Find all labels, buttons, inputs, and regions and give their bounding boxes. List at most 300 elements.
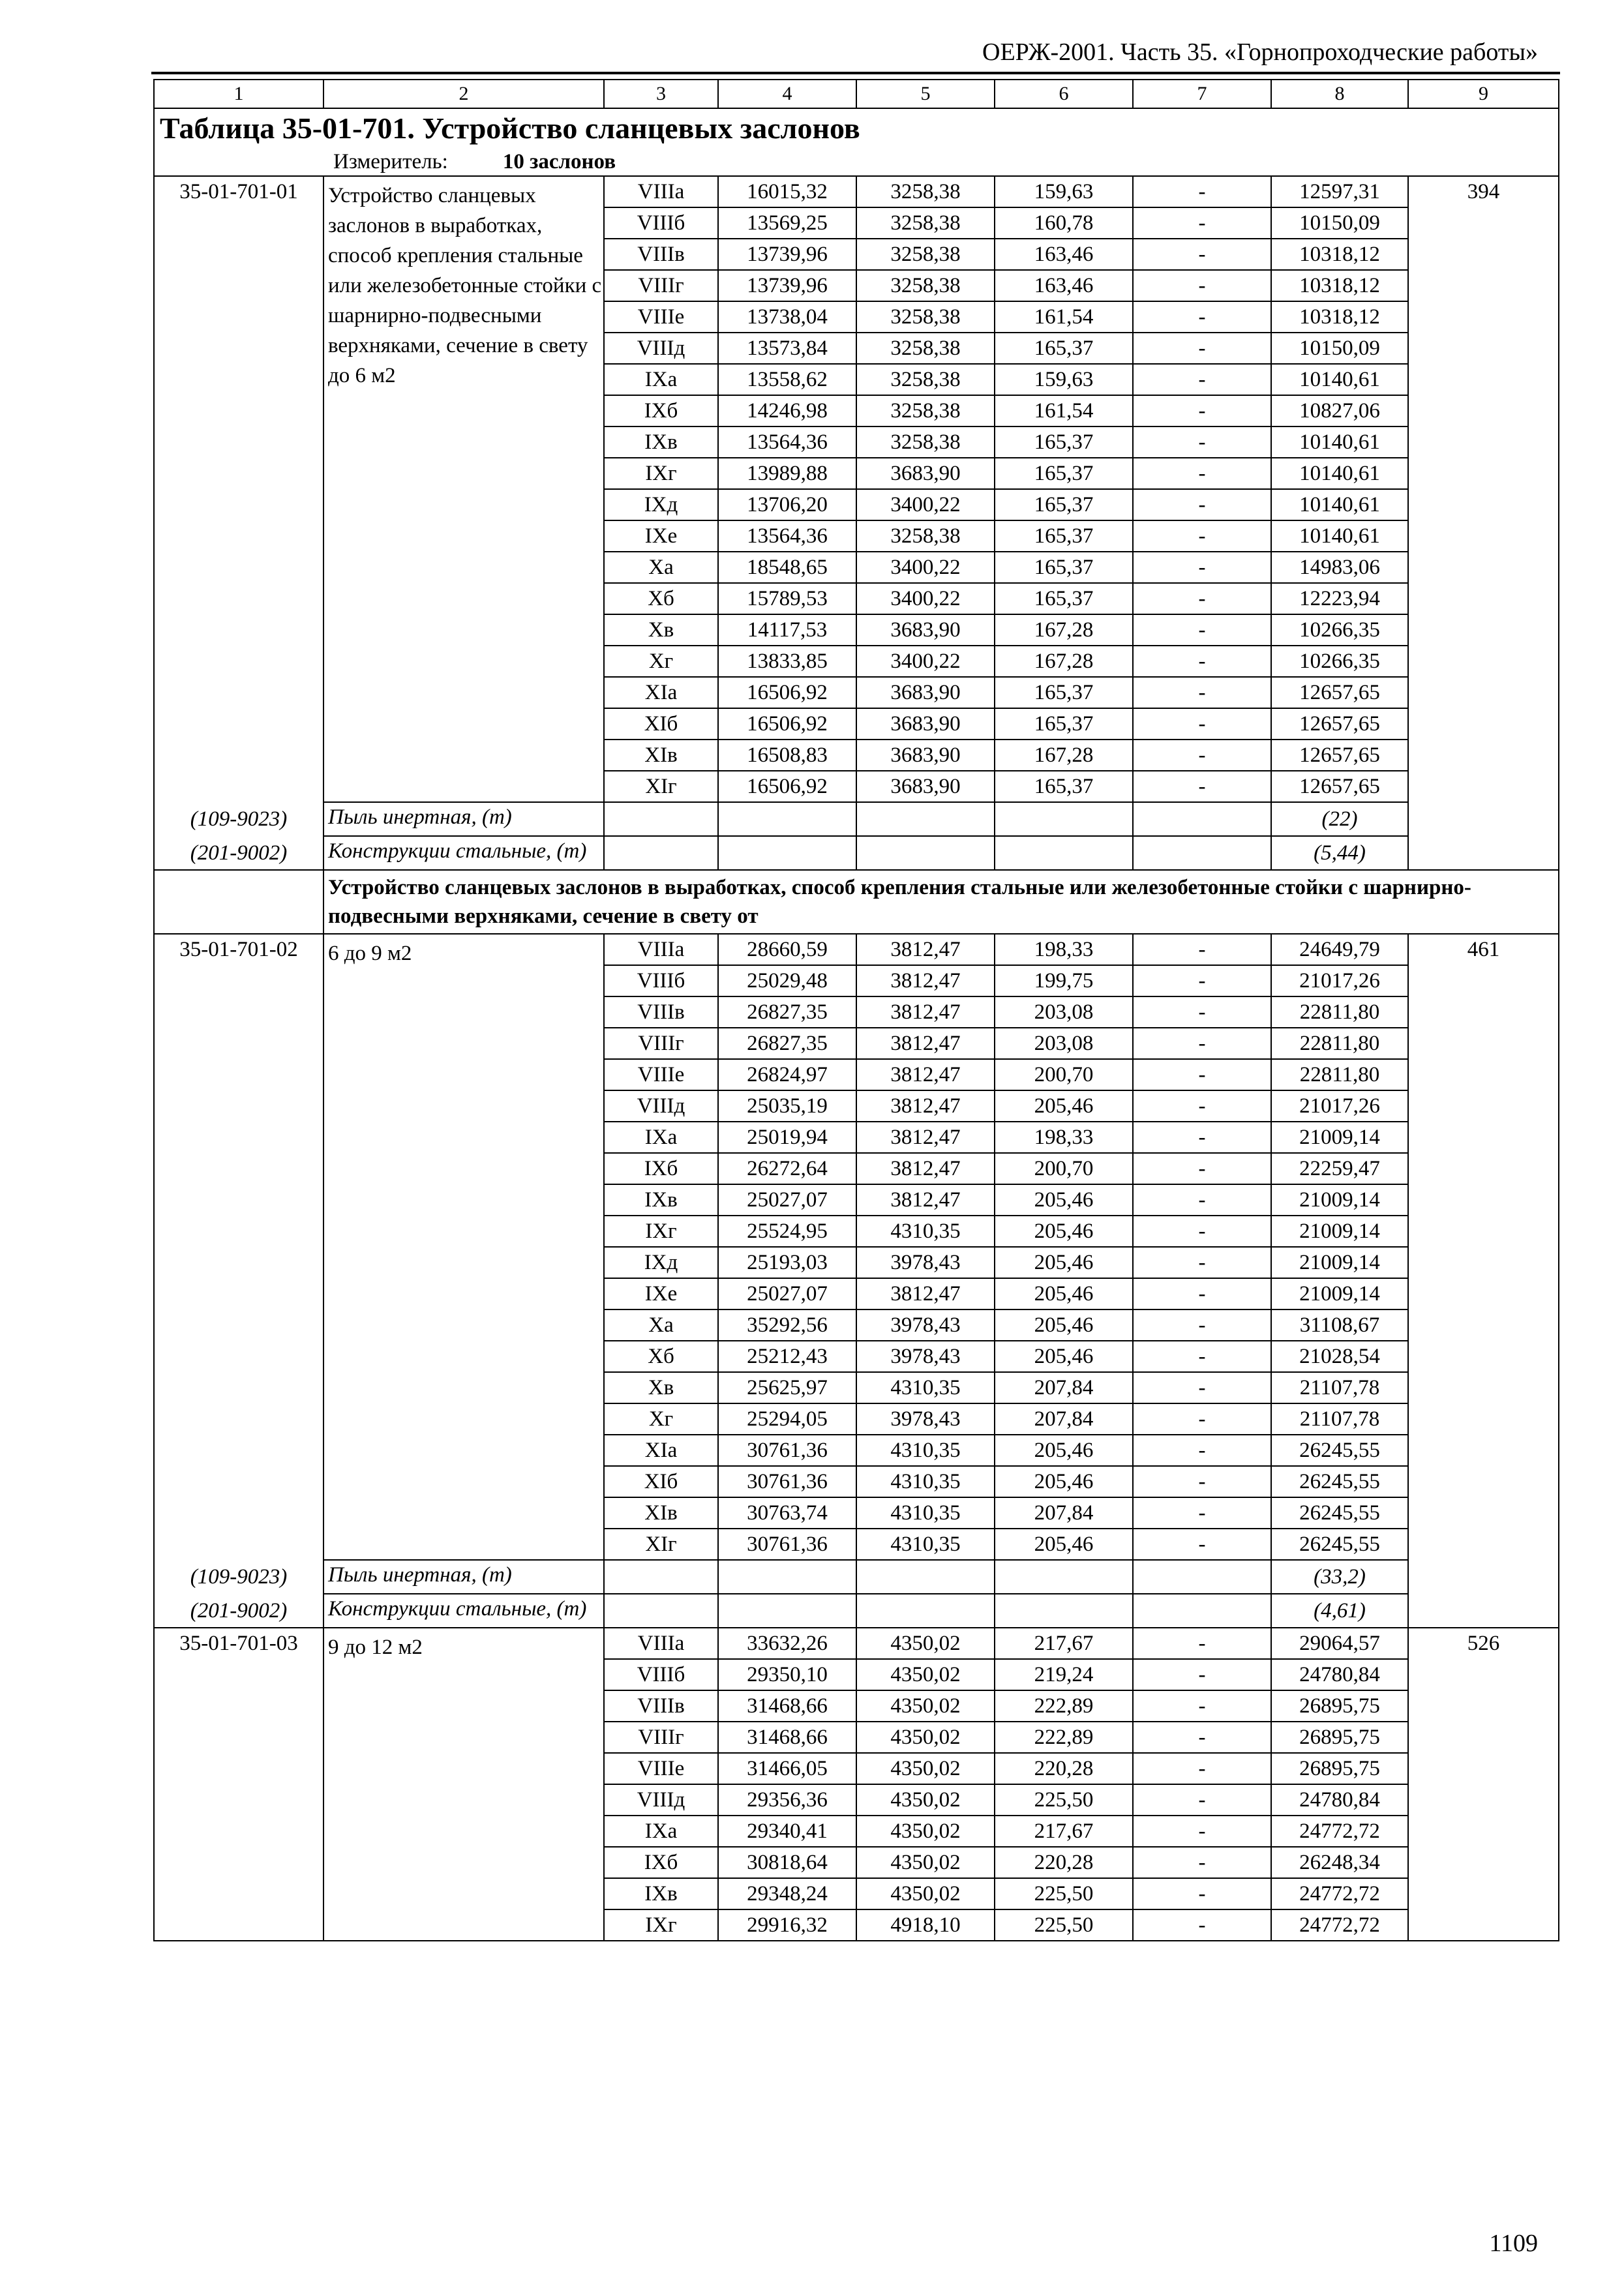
value-cell: - xyxy=(1133,395,1271,426)
value-cell: 24780,84 xyxy=(1271,1659,1408,1690)
value-cell: - xyxy=(1133,1690,1271,1722)
value-cell: 13564,36 xyxy=(718,520,856,552)
value-cell: 205,46 xyxy=(995,1466,1133,1497)
value-cell: 13569,25 xyxy=(718,207,856,239)
category-cell: IXб xyxy=(604,395,718,426)
value-cell: 165,37 xyxy=(995,520,1133,552)
value-cell: 207,84 xyxy=(995,1497,1133,1529)
category-cell: VIIIд xyxy=(604,1090,718,1122)
value-cell: 205,46 xyxy=(995,1309,1133,1341)
value-cell: 3258,38 xyxy=(856,301,995,333)
category-cell: XIа xyxy=(604,677,718,708)
value-cell: - xyxy=(1133,489,1271,520)
category-cell: IXг xyxy=(604,458,718,489)
empty-cell xyxy=(604,836,718,870)
category-cell: XIг xyxy=(604,771,718,802)
value-cell: 13706,20 xyxy=(718,489,856,520)
category-cell: VIIIв xyxy=(604,239,718,270)
value-cell: 198,33 xyxy=(995,1122,1133,1153)
value-cell: 26827,35 xyxy=(718,1028,856,1059)
value-cell: 25524,95 xyxy=(718,1216,856,1247)
category-cell: Xв xyxy=(604,1372,718,1403)
category-cell: Xб xyxy=(604,1341,718,1372)
value-cell: - xyxy=(1133,1435,1271,1466)
value-cell: 4350,02 xyxy=(856,1816,995,1847)
value-cell: 167,28 xyxy=(995,740,1133,771)
value-cell: 30818,64 xyxy=(718,1847,856,1878)
value-cell: 3812,47 xyxy=(856,1278,995,1309)
value-cell: 165,37 xyxy=(995,489,1133,520)
value-cell: 10318,12 xyxy=(1271,301,1408,333)
category-cell: IXе xyxy=(604,520,718,552)
category-cell: Xг xyxy=(604,646,718,677)
value-cell: 199,75 xyxy=(995,965,1133,996)
value-cell: - xyxy=(1133,708,1271,740)
material-row xyxy=(154,1560,1559,1594)
value-cell: 22811,80 xyxy=(1271,1059,1408,1090)
empty-cell xyxy=(718,802,856,836)
value-cell: 4350,02 xyxy=(856,1659,995,1690)
value-cell: 205,46 xyxy=(995,1278,1133,1309)
material-code: (109-9023) xyxy=(190,807,288,831)
category-cell: Xа xyxy=(604,552,718,583)
value-cell: 16506,92 xyxy=(718,677,856,708)
value-cell: 3683,90 xyxy=(856,771,995,802)
value-cell: 4918,10 xyxy=(856,1909,995,1941)
value-cell: - xyxy=(1133,965,1271,996)
column-number: 9 xyxy=(1408,80,1559,108)
material-value: (22) xyxy=(1271,802,1408,836)
workers-value: 461 xyxy=(1408,934,1559,1628)
value-cell: 31468,66 xyxy=(718,1722,856,1753)
value-cell: 25294,05 xyxy=(718,1403,856,1435)
value-cell: 26895,75 xyxy=(1271,1753,1408,1784)
value-cell: 3683,90 xyxy=(856,740,995,771)
category-cell: IXа xyxy=(604,1122,718,1153)
value-cell: 12657,65 xyxy=(1271,708,1408,740)
value-cell: 3258,38 xyxy=(856,333,995,364)
column-number: 6 xyxy=(995,80,1133,108)
value-cell: 4310,35 xyxy=(856,1372,995,1403)
category-cell: VIIIа xyxy=(604,176,718,207)
value-cell: 3683,90 xyxy=(856,458,995,489)
value-cell: 14983,06 xyxy=(1271,552,1408,583)
value-cell: - xyxy=(1133,934,1271,965)
value-cell: 4310,35 xyxy=(856,1497,995,1529)
value-cell: - xyxy=(1133,1153,1271,1184)
value-cell: 13989,88 xyxy=(718,458,856,489)
measure-line xyxy=(160,148,1558,175)
value-cell: - xyxy=(1133,1403,1271,1435)
category-cell: VIIIе xyxy=(604,1753,718,1784)
value-cell: 21009,14 xyxy=(1271,1184,1408,1216)
workers-value: 526 xyxy=(1408,1628,1559,1941)
table-title-row xyxy=(154,108,1559,176)
value-cell: - xyxy=(1133,1028,1271,1059)
value-cell: 4350,02 xyxy=(856,1722,995,1753)
header-rule xyxy=(151,72,1560,74)
value-cell: 161,54 xyxy=(995,395,1133,426)
material-row xyxy=(154,836,1559,870)
column-number: 8 xyxy=(1271,80,1408,108)
value-cell: - xyxy=(1133,1847,1271,1878)
value-cell: - xyxy=(1133,771,1271,802)
value-cell: - xyxy=(1133,1184,1271,1216)
value-cell: 28660,59 xyxy=(718,934,856,965)
category-cell: Xб xyxy=(604,583,718,614)
value-cell: 3683,90 xyxy=(856,708,995,740)
value-cell: - xyxy=(1133,364,1271,395)
value-cell: 26272,64 xyxy=(718,1153,856,1184)
empty-cell xyxy=(718,836,856,870)
value-cell: 26245,55 xyxy=(1271,1497,1408,1529)
value-cell: 30761,36 xyxy=(718,1466,856,1497)
value-cell: 4350,02 xyxy=(856,1878,995,1909)
empty-cell xyxy=(995,1594,1133,1628)
category-cell: IXа xyxy=(604,364,718,395)
material-row xyxy=(154,1594,1559,1628)
value-cell: 13739,96 xyxy=(718,239,856,270)
value-cell: - xyxy=(1133,1909,1271,1941)
value-cell: 160,78 xyxy=(995,207,1133,239)
value-cell: 225,50 xyxy=(995,1909,1133,1941)
category-cell: IXг xyxy=(604,1216,718,1247)
material-name: Пыль инертная, (т) xyxy=(323,1560,604,1594)
value-cell: 12223,94 xyxy=(1271,583,1408,614)
table-row xyxy=(154,176,1559,207)
measure-value: 10 заслонов xyxy=(502,150,616,173)
value-cell: 165,37 xyxy=(995,552,1133,583)
value-cell: 24772,72 xyxy=(1271,1909,1408,1941)
value-cell: 16015,32 xyxy=(718,176,856,207)
rate-description: Устройство сланцевых заслонов в выработках, способ крепления стальные или железобетонные стойки с шарнирно-подвесными верхняками, сечение в свету до 6 м2 xyxy=(323,176,604,802)
value-cell: - xyxy=(1133,677,1271,708)
value-cell: 25027,07 xyxy=(718,1278,856,1309)
value-cell: 167,28 xyxy=(995,646,1133,677)
value-cell: - xyxy=(1133,1216,1271,1247)
value-cell: 3978,43 xyxy=(856,1341,995,1372)
value-cell: 24649,79 xyxy=(1271,934,1408,965)
value-cell: - xyxy=(1133,1247,1271,1278)
value-cell: 26827,35 xyxy=(718,996,856,1028)
value-cell: - xyxy=(1133,1466,1271,1497)
value-cell: 29064,57 xyxy=(1271,1628,1408,1659)
section-subtitle: Устройство сланцевых заслонов в выработках, способ крепления стальные или железобетонные стойки с шарнирно-подвесными верхняками, сечение в свету от xyxy=(323,870,1559,934)
empty-cell xyxy=(604,1560,718,1594)
value-cell: 200,70 xyxy=(995,1153,1133,1184)
category-cell: XIг xyxy=(604,1529,718,1560)
value-cell: - xyxy=(1133,1878,1271,1909)
category-cell: IXв xyxy=(604,426,718,458)
value-cell: 3812,47 xyxy=(856,1122,995,1153)
value-cell: 205,46 xyxy=(995,1341,1133,1372)
empty-cell xyxy=(1133,836,1271,870)
value-cell: 18548,65 xyxy=(718,552,856,583)
value-cell: 30761,36 xyxy=(718,1529,856,1560)
category-cell: VIIIг xyxy=(604,1722,718,1753)
value-cell: 22811,80 xyxy=(1271,1028,1408,1059)
value-cell: 25625,97 xyxy=(718,1372,856,1403)
empty-cell xyxy=(995,1560,1133,1594)
value-cell: 16506,92 xyxy=(718,771,856,802)
value-cell: 3812,47 xyxy=(856,1184,995,1216)
page-header: ОЕРЖ-2001. Часть 35. «Горнопроходческие работы» xyxy=(982,38,1538,66)
value-cell: 4350,02 xyxy=(856,1847,995,1878)
value-cell: - xyxy=(1133,1497,1271,1529)
value-cell: 13558,62 xyxy=(718,364,856,395)
category-cell: VIIIа xyxy=(604,1628,718,1659)
value-cell: 3258,38 xyxy=(856,176,995,207)
value-cell: 10150,09 xyxy=(1271,207,1408,239)
value-cell: 25035,19 xyxy=(718,1090,856,1122)
table-row xyxy=(154,1628,1559,1659)
value-cell: 207,84 xyxy=(995,1403,1133,1435)
value-cell: - xyxy=(1133,1816,1271,1847)
value-cell: 3258,38 xyxy=(856,364,995,395)
value-cell: 219,24 xyxy=(995,1659,1133,1690)
value-cell: 205,46 xyxy=(995,1247,1133,1278)
empty-cell xyxy=(856,1594,995,1628)
value-cell: 163,46 xyxy=(995,270,1133,301)
value-cell: 21028,54 xyxy=(1271,1341,1408,1372)
column-number: 7 xyxy=(1133,80,1271,108)
column-number-row xyxy=(154,80,1559,108)
category-cell: Xв xyxy=(604,614,718,646)
material-name: Пыль инертная, (т) xyxy=(323,802,604,836)
value-cell: - xyxy=(1133,270,1271,301)
empty-cell xyxy=(604,1594,718,1628)
value-cell: 3258,38 xyxy=(856,270,995,301)
value-cell: - xyxy=(1133,740,1271,771)
category-cell: IXд xyxy=(604,1247,718,1278)
value-cell: 165,37 xyxy=(995,333,1133,364)
value-cell: 21107,78 xyxy=(1271,1403,1408,1435)
value-cell: 4310,35 xyxy=(856,1466,995,1497)
value-cell: 220,28 xyxy=(995,1847,1133,1878)
category-cell: VIIIв xyxy=(604,996,718,1028)
value-cell: 24772,72 xyxy=(1271,1816,1408,1847)
rate-code-text: 35-01-701-02 xyxy=(179,938,298,961)
value-cell: 165,37 xyxy=(995,677,1133,708)
value-cell: 31108,67 xyxy=(1271,1309,1408,1341)
value-cell: 10827,06 xyxy=(1271,395,1408,426)
column-number: 2 xyxy=(323,80,604,108)
value-cell: 3683,90 xyxy=(856,677,995,708)
rate-code: 35-01-701-03 xyxy=(154,1628,323,1941)
empty-cell xyxy=(718,1594,856,1628)
value-cell: 26248,34 xyxy=(1271,1847,1408,1878)
value-cell: - xyxy=(1133,1659,1271,1690)
value-cell: 3978,43 xyxy=(856,1247,995,1278)
value-cell: - xyxy=(1133,1784,1271,1816)
category-cell: XIа xyxy=(604,1435,718,1466)
value-cell: - xyxy=(1133,458,1271,489)
value-cell: 4350,02 xyxy=(856,1753,995,1784)
value-cell: - xyxy=(1133,239,1271,270)
value-cell: 3258,38 xyxy=(856,426,995,458)
category-cell: VIIIв xyxy=(604,1690,718,1722)
value-cell: 3400,22 xyxy=(856,583,995,614)
value-cell: 165,37 xyxy=(995,426,1133,458)
value-cell: 10140,61 xyxy=(1271,426,1408,458)
category-cell: Xа xyxy=(604,1309,718,1341)
measure-label: Измеритель: xyxy=(333,150,448,173)
value-cell: - xyxy=(1133,1628,1271,1659)
material-code: (201-9002) xyxy=(190,841,288,865)
value-cell: 198,33 xyxy=(995,934,1133,965)
table-row xyxy=(154,934,1559,965)
value-cell: - xyxy=(1133,176,1271,207)
value-cell: 205,46 xyxy=(995,1435,1133,1466)
empty-cell xyxy=(856,1560,995,1594)
workers-value: 394 xyxy=(1408,176,1559,870)
value-cell: 33632,26 xyxy=(718,1628,856,1659)
value-cell: 26245,55 xyxy=(1271,1466,1408,1497)
rates-table xyxy=(153,79,1559,1941)
value-cell: 12657,65 xyxy=(1271,740,1408,771)
category-cell: IXа xyxy=(604,1816,718,1847)
value-cell: - xyxy=(1133,1722,1271,1753)
value-cell: 205,46 xyxy=(995,1090,1133,1122)
empty-cell xyxy=(1133,802,1271,836)
empty-cell xyxy=(718,1560,856,1594)
value-cell: - xyxy=(1133,207,1271,239)
value-cell: - xyxy=(1133,1309,1271,1341)
value-cell: 3400,22 xyxy=(856,489,995,520)
value-cell: 3812,47 xyxy=(856,965,995,996)
table-title: Таблица 35-01-701. Устройство сланцевых заслонов xyxy=(160,112,860,145)
value-cell: 21009,14 xyxy=(1271,1247,1408,1278)
value-cell: 200,70 xyxy=(995,1059,1133,1090)
material-row xyxy=(154,802,1559,836)
value-cell: 25212,43 xyxy=(718,1341,856,1372)
value-cell: 3400,22 xyxy=(856,646,995,677)
value-cell: 10140,61 xyxy=(1271,489,1408,520)
value-cell: 26895,75 xyxy=(1271,1690,1408,1722)
value-cell: 35292,56 xyxy=(718,1309,856,1341)
value-cell: 12657,65 xyxy=(1271,771,1408,802)
value-cell: 29916,32 xyxy=(718,1909,856,1941)
value-cell: - xyxy=(1133,1059,1271,1090)
value-cell: 22811,80 xyxy=(1271,996,1408,1028)
column-number: 1 xyxy=(154,80,323,108)
value-cell: 25029,48 xyxy=(718,965,856,996)
value-cell: 161,54 xyxy=(995,301,1133,333)
value-cell: 25019,94 xyxy=(718,1122,856,1153)
material-value: (5,44) xyxy=(1271,836,1408,870)
category-cell: VIIIг xyxy=(604,1028,718,1059)
material-name: Конструкции стальные, (т) xyxy=(323,1594,604,1628)
value-cell: 10266,35 xyxy=(1271,614,1408,646)
empty-cell xyxy=(995,802,1133,836)
value-cell: 24772,72 xyxy=(1271,1878,1408,1909)
empty-cell xyxy=(995,836,1133,870)
value-cell: 4310,35 xyxy=(856,1435,995,1466)
value-cell: 222,89 xyxy=(995,1722,1133,1753)
rate-code xyxy=(154,176,323,870)
value-cell: - xyxy=(1133,1753,1271,1784)
value-cell: 24780,84 xyxy=(1271,1784,1408,1816)
value-cell: 26245,55 xyxy=(1271,1529,1408,1560)
value-cell: 225,50 xyxy=(995,1878,1133,1909)
value-cell: 159,63 xyxy=(995,364,1133,395)
value-cell: 3258,38 xyxy=(856,520,995,552)
value-cell: 13564,36 xyxy=(718,426,856,458)
value-cell: 10140,61 xyxy=(1271,458,1408,489)
value-cell: 10150,09 xyxy=(1271,333,1408,364)
table-title-cell xyxy=(154,108,1559,176)
category-cell: Xг xyxy=(604,1403,718,1435)
value-cell: 220,28 xyxy=(995,1753,1133,1784)
value-cell: 10140,61 xyxy=(1271,520,1408,552)
value-cell: 14117,53 xyxy=(718,614,856,646)
value-cell: - xyxy=(1133,1278,1271,1309)
empty-cell xyxy=(154,870,323,934)
value-cell: 12657,65 xyxy=(1271,677,1408,708)
value-cell: 165,37 xyxy=(995,458,1133,489)
value-cell: 3812,47 xyxy=(856,934,995,965)
column-number: 4 xyxy=(718,80,856,108)
category-cell: VIIIб xyxy=(604,1659,718,1690)
category-cell: VIIIб xyxy=(604,207,718,239)
empty-cell xyxy=(856,802,995,836)
value-cell: 205,46 xyxy=(995,1529,1133,1560)
category-cell: VIIIг xyxy=(604,270,718,301)
value-cell: 3978,43 xyxy=(856,1309,995,1341)
value-cell: 21017,26 xyxy=(1271,1090,1408,1122)
value-cell: 16506,92 xyxy=(718,708,856,740)
category-cell: XIв xyxy=(604,1497,718,1529)
value-cell: - xyxy=(1133,301,1271,333)
category-cell: VIIIд xyxy=(604,1784,718,1816)
value-cell: 217,67 xyxy=(995,1816,1133,1847)
rate-code-text: 35-01-701-01 xyxy=(179,180,298,203)
empty-cell xyxy=(1133,1594,1271,1628)
value-cell: - xyxy=(1133,583,1271,614)
empty-cell xyxy=(604,802,718,836)
rate-description: 9 до 12 м2 xyxy=(323,1628,604,1941)
value-cell: - xyxy=(1133,996,1271,1028)
value-cell: 29340,41 xyxy=(718,1816,856,1847)
value-cell: 4310,35 xyxy=(856,1529,995,1560)
value-cell: 207,84 xyxy=(995,1372,1133,1403)
category-cell: IXв xyxy=(604,1878,718,1909)
value-cell: 10318,12 xyxy=(1271,239,1408,270)
category-cell: XIв xyxy=(604,740,718,771)
value-cell: 165,37 xyxy=(995,771,1133,802)
value-cell: 3683,90 xyxy=(856,614,995,646)
value-cell: 3258,38 xyxy=(856,395,995,426)
material-code: (109-9023) xyxy=(190,1565,288,1589)
category-cell: XIб xyxy=(604,1466,718,1497)
value-cell: 3812,47 xyxy=(856,1090,995,1122)
category-cell: IXв xyxy=(604,1184,718,1216)
value-cell: 25027,07 xyxy=(718,1184,856,1216)
value-cell: 12597,31 xyxy=(1271,176,1408,207)
value-cell: 4310,35 xyxy=(856,1216,995,1247)
value-cell: 21009,14 xyxy=(1271,1278,1408,1309)
category-cell: IXб xyxy=(604,1847,718,1878)
value-cell: 3400,22 xyxy=(856,552,995,583)
value-cell: 13833,85 xyxy=(718,646,856,677)
rate-description: 6 до 9 м2 xyxy=(323,934,604,1560)
value-cell: 30761,36 xyxy=(718,1435,856,1466)
rate-code xyxy=(154,934,323,1628)
value-cell: 10266,35 xyxy=(1271,646,1408,677)
material-code: (201-9002) xyxy=(190,1599,288,1623)
value-cell: 21009,14 xyxy=(1271,1216,1408,1247)
value-cell: 14246,98 xyxy=(718,395,856,426)
